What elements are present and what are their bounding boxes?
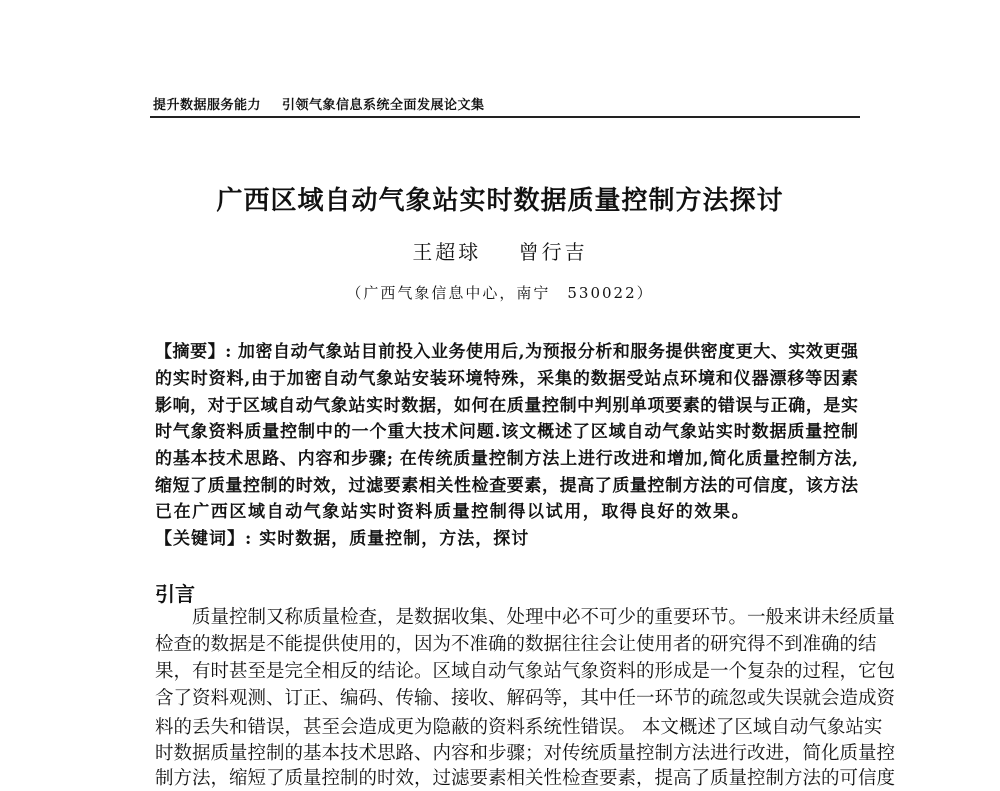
abstract-line: 缩短了质量控制的时效，过滤要素相关性检查要素，提高了质量控制方法的可信度，该方法 [155,476,858,496]
body-line: 果，有时甚至是完全相反的结论。区域自动气象站气象资料的形成是一个复杂的过程，它包 [155,661,896,682]
body-line: 料的丢失和错误，甚至会造成更为隐蔽的资料系统性错误。 本文概述了区域自动气象站实 [155,717,883,738]
abstract-line: 影响，对于区域自动气象站实时数据，如何在质量控制中判别单项要素的错误与正确，是实 [155,396,858,416]
author: 王超球 [412,240,482,264]
abstract-line: 的实时资料,由于加密自动气象站安装环境特殊，采集的数据受站点环境和仪器漂移等因素 [155,369,858,389]
body-line: 含了资料观测、订正、编码、传输、接收、解码等，其中任一环节的疏忽或失误就会造成资 [155,688,896,709]
author: 曾行吉 [518,240,588,264]
running-head-part2: 引领气象信息系统全面发展论文集 [282,98,485,113]
abstract-line: 的基本技术思路、内容和步骤; 在传统质量控制方法上进行改进和增加,简化质量控制方法, [155,449,858,469]
abstract-line: 时气象资料质量控制中的一个重大技术问题.该文概述了区域自动气象站实时数据质量控制 [155,422,858,442]
running-head [153,94,501,113]
keywords: 【关键词】: 实时数据，质量控制，方法，探讨 [155,529,530,549]
affiliation: （广西气象信息中心，南宁 530022） [346,284,654,302]
header-rule [150,116,860,118]
paper-title: 广西区域自动气象站实时数据质量控制方法探讨 [216,186,784,216]
authors [0,236,1000,265]
abstract-line: 已在广西区域自动气象站实时资料质量控制得以试用，取得良好的效果。 [155,502,751,522]
running-head-part1: 提升数据服务能力 [153,98,262,113]
body-line: 时数据质量控制的基本技术思路、内容和步骤；对传统质量控制方法进行改进，简化质量控 [155,743,896,764]
body-line: 制方法，缩短了质量控制的时效，过滤要素相关性检查要素，提高了质量控制方法的可信度 [155,768,896,789]
body-line: 检查的数据是不能提供使用的，因为不准确的数据往往会让使用者的研究得不到准确的结 [155,634,877,655]
body-line: 质量控制又称质量检查，是数据收集、处理中必不可少的重要环节。一般来讲未经质量 [155,607,896,628]
section-heading: 引言 [155,582,195,606]
abstract-line: 【摘要】: 加密自动气象站目前投入业务使用后,为预报分析和服务提供密度更大、实效更强 [155,342,858,362]
